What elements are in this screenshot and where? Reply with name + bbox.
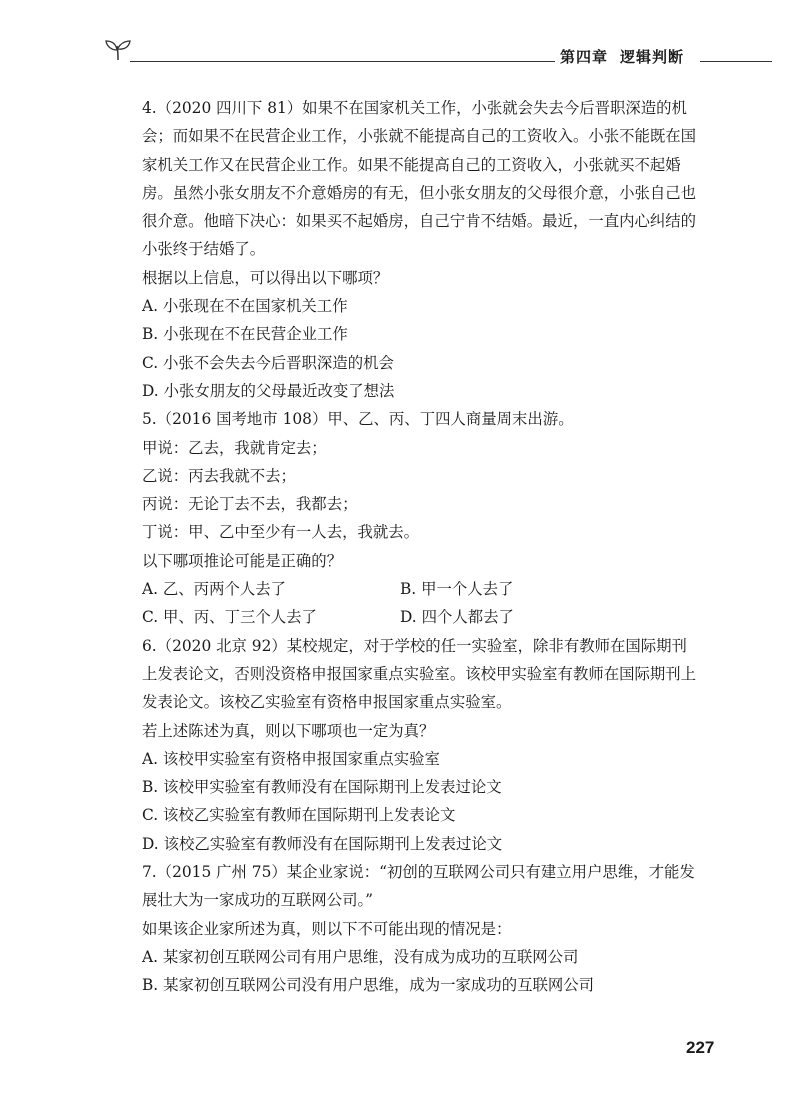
- chapter-title: 逻辑判断: [620, 48, 685, 66]
- page-number: 227: [686, 1038, 715, 1057]
- question-4-option-a: A. 小张现在不在国家机关工作: [142, 297, 348, 316]
- question-5-option-d: D. 四个人都去了: [400, 608, 514, 627]
- header-rule-left: [130, 61, 555, 62]
- question-5-options-row-2: [142, 603, 698, 631]
- question-6-option-d: D. 该校乙实验室有教师没有在国际期刊上发表过论文: [142, 834, 503, 853]
- header-rule-right: [700, 61, 772, 62]
- question-5-statement-2: 乙说：丙去我就不去；: [142, 466, 296, 485]
- question-6-stem: 若上述陈述为真，则以下哪项也一定为真？: [142, 721, 435, 740]
- question-4-option-b: B. 小张现在不在民营企业工作: [142, 325, 348, 344]
- question-7-option-a: A. 某家初创互联网公司有用户思维，没有成为成功的互联网公司: [142, 947, 579, 966]
- question-6-body: 6.（2020 北京 92）某校规定，对于学校的任一实验室，除非有教师在国际期刊上发表论文，否则没资格申报国家重点实验室。该校甲实验室有教师在国际期刊上发表论文。该校乙实验室有资格申报国家重点实验室。: [142, 636, 697, 712]
- question-5-option-b: B. 甲一个人去了: [400, 580, 514, 599]
- sprout-icon: [104, 38, 132, 62]
- question-5-statement-3: 丙说：无论丁去不去，我都去；: [142, 495, 358, 514]
- question-5-options-row-1: [142, 575, 698, 603]
- question-7-option-b: B. 某家初创互联网公司没有用户思维，成为一家成功的互联网公司: [142, 976, 595, 995]
- page-content: [142, 94, 698, 1000]
- question-6-option-c: C. 该校乙实验室有教师在国际期刊上发表论文: [142, 806, 456, 825]
- question-4-option-d: D. 小张女朋友的父母最近改变了想法: [142, 381, 395, 400]
- chapter-number: 第四章: [560, 48, 609, 66]
- question-6-option-a: A. 该校甲实验室有资格申报国家重点实验室: [142, 749, 440, 768]
- chapter-heading: [560, 46, 684, 67]
- question-7-stem: 如果该企业家所述为真，则以下不可能出现的情况是：: [142, 919, 512, 938]
- question-4-stem: 根据以上信息，可以得出以下哪项？: [142, 268, 389, 287]
- question-5-stem: 以下哪项推论可能是正确的？: [142, 551, 343, 570]
- question-5-statement-1: 甲说：乙去，我就肯定去；: [142, 438, 327, 457]
- page-header: [0, 0, 800, 80]
- question-5-option-c: C. 甲、丙、丁三个人去了: [142, 608, 317, 627]
- question-5-body: 5.（2016 国考地市 108）甲、乙、丙、丁四人商量周末出游。: [142, 410, 574, 429]
- question-4-body: 4.（2020 四川下 81）如果不在国家机关工作，小张就会失去今后晋职深造的机会；而如果不在民营企业工作，小张就不能提高自己的工资收入。小张不能既在国家机关工作又在民营企业工作。如果不能提高自己的工资收入，小张就买不起婚房。虽然小张女朋友不介意婚房的有无，但小张女朋友的父母很介意，小张自己也很介意。他暗下决心：如果买不起婚房，自己宁肯不结婚。最近，一直内心纠结的小张终于结婚了。: [142, 99, 697, 259]
- question-5-statement-4: 丁说：甲、乙中至少有一人去，我就去。: [142, 523, 420, 542]
- question-7-body: 7.（2015 广州 75）某企业家说：“初创的互联网公司只有建立用户思维，才能发展壮大为一家成功的互联网公司。”: [142, 863, 695, 910]
- question-4-option-c: C. 小张不会失去今后晋职深造的机会: [142, 353, 394, 372]
- question-6-option-b: B. 该校甲实验室有教师没有在国际期刊上发表过论文: [142, 778, 502, 797]
- question-5-option-a: A. 乙、丙两个人去了: [142, 580, 287, 599]
